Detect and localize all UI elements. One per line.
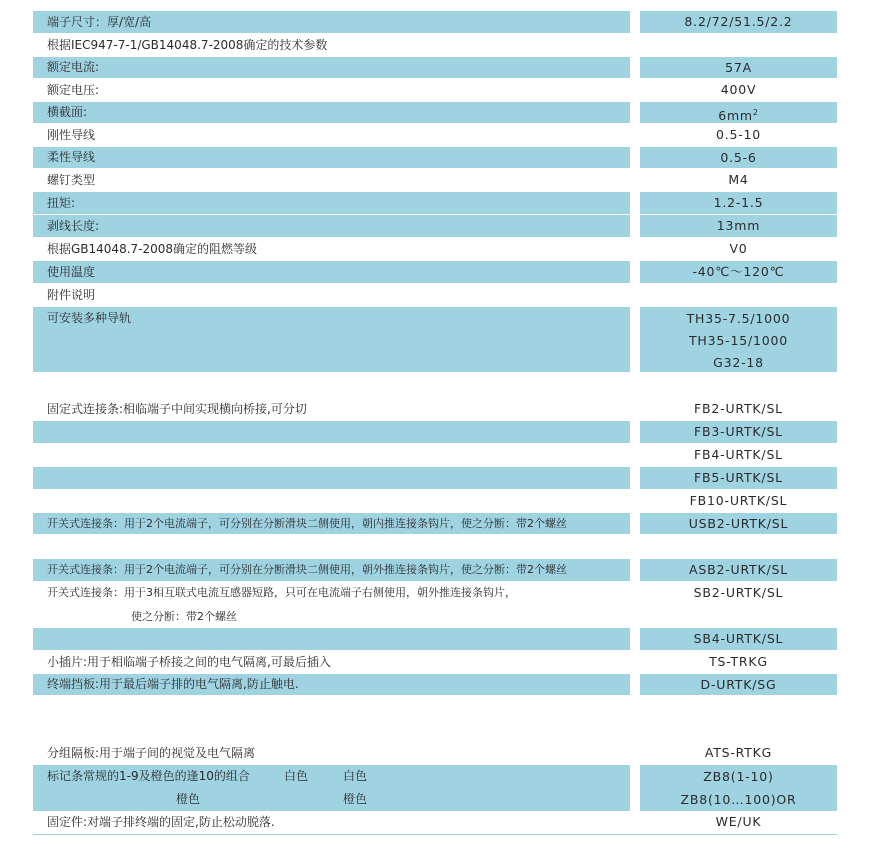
switch-bridge-ct-label: 开关式连接条：用于3相互联式电流互感器短路，只可在电流端子右侧使用，朝外推连接条钩片，	[47, 586, 516, 599]
spec-value-rigid: 0.5-10	[715, 127, 762, 142]
spec-label-section: 横截面:	[33, 102, 630, 123]
switch-bridge-outward-label: 开关式连接条：用于2个电流端子，可分别在分断滑块二侧使用，朝外推连接条钩片，使之分断：带2个螺丝	[33, 559, 630, 581]
spec-label-strip: 剥线长度:	[33, 215, 630, 237]
spec-value-screw: M4	[728, 172, 749, 187]
plug-value: TS-TRKG	[709, 654, 768, 669]
switch-bridge-outward-value: ASB2-URTK/SL	[640, 559, 837, 581]
switch-bridge-ct-value: SB2-URTK/SL	[693, 585, 784, 600]
marker-orange-1: 橙色	[176, 792, 201, 806]
bottom-rule	[33, 834, 837, 835]
spec-value-current: 57A	[640, 57, 837, 78]
rail-value: G32-18	[713, 355, 764, 370]
switch-bridge-ct-label-cont: 使之分断：带2个螺丝	[131, 610, 237, 623]
marker-values	[640, 765, 837, 811]
spec-value-voltage: 400V	[720, 82, 757, 97]
switch-bridge-ct-value: SB4-URTK/SL	[640, 628, 837, 650]
spec-label-current: 额定电流:	[33, 57, 630, 78]
switch-bridge-inward-label: 开关式连接条：用于2个电流端子，可分别在分断滑块二侧使用，朝内推连接条钩片，使之分断：带2个螺丝	[33, 513, 630, 534]
spec-value-torque: 1.2-1.5	[640, 192, 837, 214]
fixed-bridge-value: FB4-URTK/SL	[694, 447, 783, 462]
marker-orange-2: 橙色	[343, 792, 368, 806]
spec-label-size: 端子尺寸：厚/宽/高	[33, 11, 630, 33]
spec-label-voltage: 额定电压:	[47, 83, 100, 97]
fixed-bridge-value: FB5-URTK/SL	[640, 467, 837, 489]
spec-value-section: $6mm^2$	[640, 102, 837, 123]
blank-band	[33, 421, 630, 443]
spec-section-heading: 根据IEC947-7-1/GB14048.7-2008确定的技术参数	[47, 38, 328, 52]
rail-label: 可安装多种导轨	[33, 307, 630, 372]
switch-bridge-inward-value: USB2-URTK/SL	[640, 513, 837, 534]
spec-label-flame: 根据GB14048.7-2008确定的阻燃等级	[47, 242, 258, 256]
fixed-bridge-label: 固定式连接条:相临端子中间实现横向桥接,可分切	[47, 402, 307, 416]
rail-values	[640, 307, 837, 372]
rail-value: TH35-15/1000	[689, 333, 788, 348]
accessories-heading: 附件说明	[47, 288, 96, 302]
spec-label-temp: 使用温度	[33, 261, 630, 283]
spec-label-screw: 螺钉类型	[47, 173, 96, 187]
spec-label-torque: 扭矩:	[33, 192, 630, 214]
blank-band	[33, 467, 630, 489]
spec-value-flex: 0.5-6	[640, 147, 837, 168]
spec-value-flame: V0	[729, 241, 748, 256]
spec-value-temp: -40℃～120℃	[640, 261, 837, 283]
plug-label: 小插片:用于相临端子桥接之间的电气隔离,可最后插入	[47, 655, 331, 669]
end-clamp-label: 固定件:对端子排终端的固定,防止松动脱落.	[47, 815, 275, 829]
spec-label-rigid: 刚性导线	[47, 128, 96, 142]
marker-value: ZB8(1-10)	[703, 769, 774, 784]
spec-label-flex: 柔性导线	[33, 147, 630, 168]
end-clamp-value: WE/UK	[715, 814, 762, 829]
group-separator-value: ATS-RTKG	[704, 745, 773, 760]
fixed-bridge-value: FB10-URTK/SL	[689, 493, 788, 508]
blank-band	[33, 628, 630, 650]
fixed-bridge-value: FB3-URTK/SL	[640, 421, 837, 443]
fixed-bridge-value: FB2-URTK/SL	[694, 401, 783, 416]
spec-value-strip: 13mm	[640, 215, 837, 237]
spec-value-size: 8.2/72/51.5/2.2	[640, 11, 837, 33]
marker-label: 标记条常规的1-9及橙色的逢10的组合	[47, 769, 250, 783]
end-plate-value: D-URTK/SG	[640, 674, 837, 695]
marker-value: ZB8(10…100)OR	[680, 792, 797, 807]
end-plate-label: 终端挡板:用于最后端子排的电气隔离,防止触电.	[33, 674, 630, 695]
marker-white-2: 白色	[343, 769, 368, 783]
marker-white-1: 白色	[284, 769, 309, 783]
group-separator-label: 分组隔板:用于端子间的视觉及电气隔离	[47, 746, 256, 760]
rail-value: TH35-7.5/1000	[686, 311, 791, 326]
